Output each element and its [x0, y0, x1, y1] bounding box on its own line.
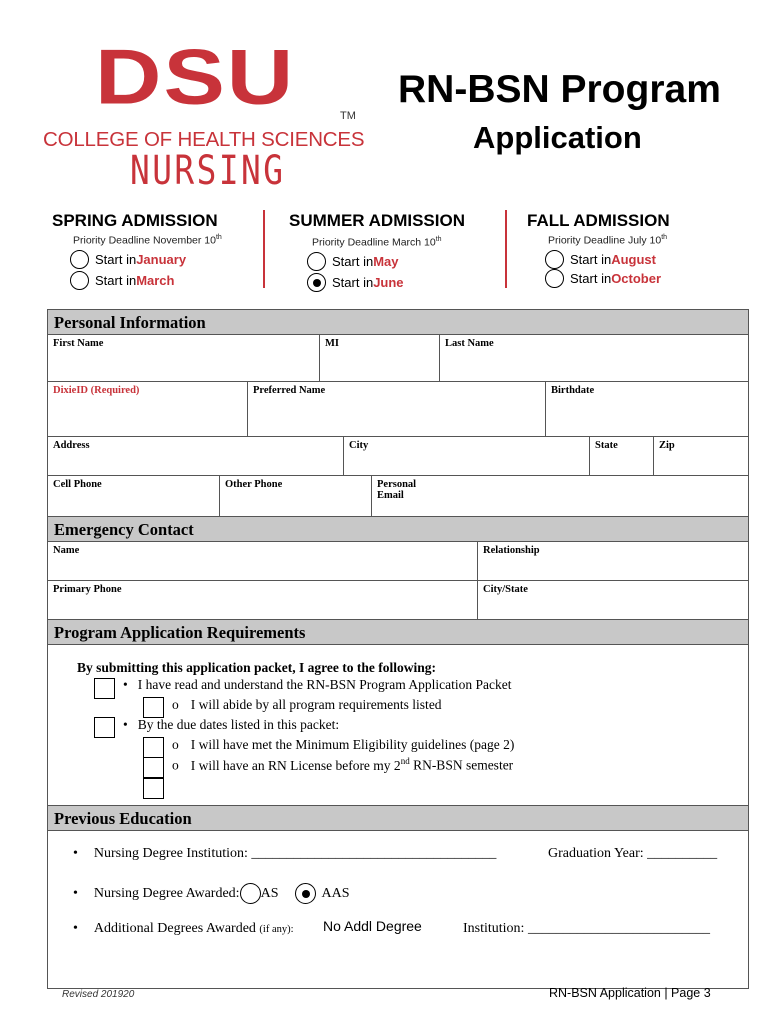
id-row [48, 382, 748, 437]
state-field[interactable]: State [590, 437, 654, 475]
checkbox-due-dates[interactable] [94, 717, 115, 738]
logo-trademark: TM [340, 110, 356, 122]
requirement-item-2b: o I will have an RN License before my 2nd RN-BSN semester [172, 756, 514, 773]
cell-phone-field[interactable]: Cell Phone [48, 476, 220, 516]
dixie-id-field[interactable]: DixieID (Required) [48, 382, 248, 436]
degree-aas-radio[interactable] [295, 883, 316, 904]
first-name-field[interactable]: First Name [48, 335, 320, 381]
checkbox-extra[interactable] [143, 778, 164, 799]
emergency-name-row [48, 542, 748, 581]
logo-college-name: COLLEGE OF HEALTH SCIENCES [43, 128, 365, 151]
page-subtitle: Application [473, 120, 642, 155]
checkbox-read-packet[interactable] [94, 678, 115, 699]
fall-option-august[interactable]: Start in August [545, 250, 656, 269]
personal-email-field[interactable]: Personal Email [377, 479, 417, 501]
additional-degrees-value[interactable]: No Addl Degree [323, 918, 422, 934]
logo-dsu: DSU [95, 33, 296, 121]
radio-january[interactable] [70, 250, 89, 269]
fall-admission-heading: FALL ADMISSION [527, 211, 670, 230]
previous-education-section [48, 831, 748, 988]
requirements-section [48, 645, 748, 806]
last-name-field[interactable]: Last Name [445, 338, 494, 349]
address-field[interactable]: Address [48, 437, 344, 475]
emergency-phone-row [48, 581, 748, 620]
name-row [48, 335, 748, 382]
checkbox-abide[interactable] [143, 697, 164, 718]
requirement-item-1: • I have read and understand the RN-BSN Program Application Packet [123, 677, 512, 692]
radio-june[interactable] [307, 273, 326, 292]
checkbox-rn-license[interactable] [143, 757, 164, 778]
birthdate-field[interactable]: Birthdate [551, 385, 595, 396]
personal-information-header: Personal Information [48, 310, 748, 335]
fall-deadline: Priority Deadline July 10th [548, 234, 668, 247]
radio-march[interactable] [70, 271, 89, 290]
relationship-field[interactable]: Relationship [483, 545, 540, 556]
requirement-item-1a: o I will abide by all program requirements listed [172, 697, 442, 712]
logo-nursing: NURSING [130, 148, 286, 194]
city-field[interactable]: City [344, 437, 590, 475]
divider [263, 210, 265, 288]
page-title: RN-BSN Program [398, 68, 721, 111]
radio-october[interactable] [545, 269, 564, 288]
degree-as-radio[interactable] [240, 883, 261, 904]
zip-field[interactable]: Zip [659, 440, 675, 451]
city-state-field[interactable]: City/State [483, 584, 528, 595]
emergency-contact-header: Emergency Contact [48, 517, 748, 542]
divider [505, 210, 507, 288]
summer-option-june[interactable]: Start in June [307, 273, 404, 292]
mi-field[interactable]: MI [320, 335, 440, 381]
application-form [47, 309, 749, 989]
emergency-name-field[interactable]: Name [48, 542, 478, 580]
institution-line[interactable]: Institution: __________________________ [463, 921, 710, 936]
requirements-intro: By submitting this application packet, I agree to the following: [77, 660, 437, 675]
summer-admission-heading: SUMMER ADMISSION [289, 211, 465, 230]
spring-admission-heading: SPRING ADMISSION [52, 211, 218, 230]
summer-option-may[interactable]: Start in May [307, 252, 398, 271]
radio-may[interactable] [307, 252, 326, 271]
spring-option-march[interactable]: Start in March [70, 271, 174, 290]
requirement-item-2: • By the due dates listed in this packet: [123, 717, 340, 732]
revision-note: Revised 201920 [62, 989, 135, 1000]
nursing-institution-line[interactable]: • Nursing Degree Institution: ___________________________________ [73, 846, 497, 861]
summer-deadline: Priority Deadline March 10th [312, 236, 442, 249]
preferred-name-field[interactable]: Preferred Name [248, 382, 546, 436]
spring-option-january[interactable]: Start in January [70, 250, 186, 269]
primary-phone-field[interactable]: Primary Phone [48, 581, 478, 619]
fall-option-october[interactable]: Start in October [545, 269, 661, 288]
checkbox-min-eligibility[interactable] [143, 737, 164, 758]
requirement-item-2a: o I will have met the Minimum Eligibility guidelines (page 2) [172, 737, 515, 752]
graduation-year-line[interactable]: Graduation Year: __________ [548, 846, 718, 861]
spring-deadline: Priority Deadline November 10th [73, 234, 222, 247]
program-requirements-header: Program Application Requirements [48, 620, 748, 645]
address-row [48, 437, 748, 476]
page-footer: RN-BSN Application | Page 3 [549, 986, 711, 1000]
additional-degrees-line: • Additional Degrees Awarded (if any): [73, 921, 294, 936]
previous-education-header: Previous Education [48, 806, 748, 831]
radio-august[interactable] [545, 250, 564, 269]
phone-row [48, 476, 748, 517]
nursing-degree-line: • Nursing Degree Awarded: AS AAS [73, 883, 350, 904]
other-phone-field[interactable]: Other Phone [220, 476, 372, 516]
